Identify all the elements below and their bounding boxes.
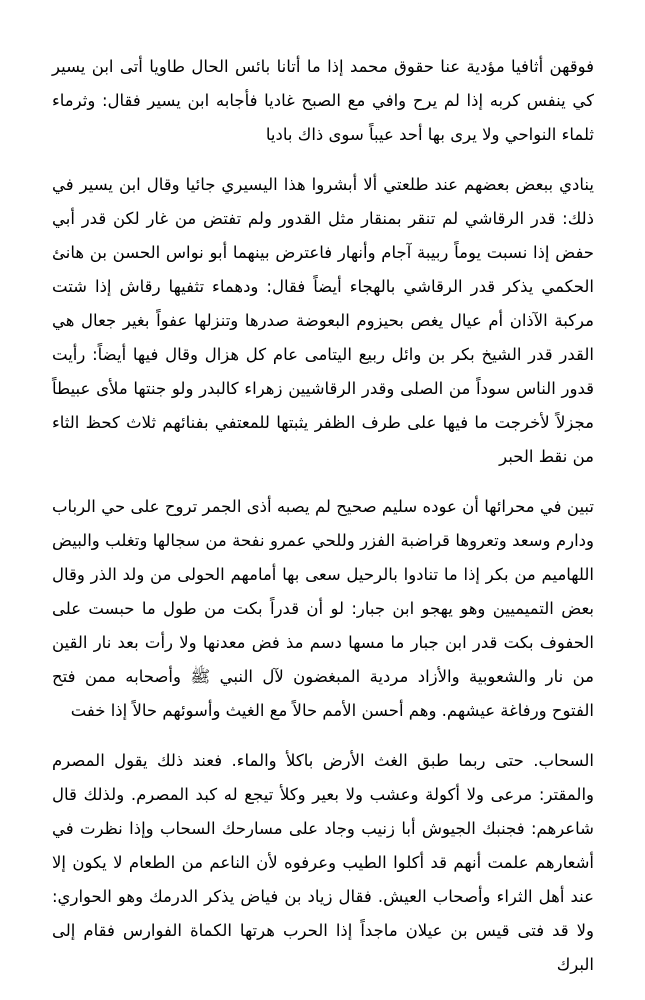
paragraph: فوقهن أثافيا مؤدية عنا حقوق محمد إذا ما أتانا بائس الحال طاويا أتى ابن يسير كي ينفس كربه إذا لم يرح وافي مع الصبح غاديا فأجابه ابن يسير فقال: وثرماء ثلماء النواحي ولا يرى بها أحد عيباً سوى ذاك باديا: [52, 57, 594, 144]
paragraph: ينادي ببعض بعضهم عند طلعتي ألا أبشروا هذا اليسيري جائيا وقال ابن يسير في ذلك: قدر الرقاشي لم تنقر بمنقار مثل القدور ولم تفتض من غار لكن قدر أبي حفض إذا نسبت يوماً ربيبة آجام وأنهار فاعترض بينهما أبو نواس الحسن بن هانئ الحكمي يذكر قدر الرقاشي بالهجاء أيضاً فقال: ودهماء تثفيها رقاش إذا شتت مركبة الآذان أم عيال يغص بحيزوم البعوضة صدرها وتنزلها عفواً بغير جعال هي القدر قدر الشيخ بكر بن وائل ربيع اليتامى عام كل هزال وقال فيها أيضاً: رأيت قدور الناس سوداً من الصلى وقدر الرقاشيين زهراء كالبدر ولو جنتها ملأى عبيطاً مجزلاً لأخرجت ما فيها على طرف الظفر يثبتها للمعتفي بفنائهم ثلاث كحظ الثاء من نقط الحبر: [52, 175, 594, 466]
paragraph: السحاب. حتى ربما طبق الغث الأرض باكلأ والماء. فعند ذلك يقول المصرم والمقتر: مرعى ولا أكولة وعشب ولا بعير وكلأ تيجع له كبد المصرم. ولذلك قال شاعرهم: فجنبك الجيوش أبا زنيب وجاد على مسارحك السحاب وإذا نظرت في أشعارهم علمت أنهم قد أكلوا الطيب وعرفوه لأن الناعم من الطعام لا يكون إلا عند أهل الثراء وأصحاب العيش. فقال زياد بن فياض يذكر الدرمك وهو الحواري: ولا قد فتى قيس بن عيلان ماجداً إذا الحرب هرتها الكماة الفوارس فقام إلى البرك: [52, 751, 594, 974]
paragraph: تبين في محرائها أن عوده سليم صحيح لم يصبه أذى الجمر تروح على حي الرباب ودارم وسعد وتعروها قراضبة الفزر وللحي عمرو نفحة من سجالها وتغلب والبيض اللهاميم من بكر إذا ما تنادوا بالرحيل سعى بها أمامهم الحولى من ولد الذر وقال بعض التميميين وهو يهجو ابن جبار: لو أن قدراً بكت من طول ما حبست على الحفوف بكت قدر ابن جبار ما مسها دسم مذ فض معدنها ولا رأت بعد نار القين من نار والشعوبية والأزاد مردية المبغضون لآل النبي ﷺ وأصحابه ممن فتح الفتوح ورفاغة عيشهم. وهم أحسن الأمم حالاً مع الغيث وأسوئهم حالاً إذا خفت: [52, 497, 594, 720]
document-page: [52, 50, 594, 982]
